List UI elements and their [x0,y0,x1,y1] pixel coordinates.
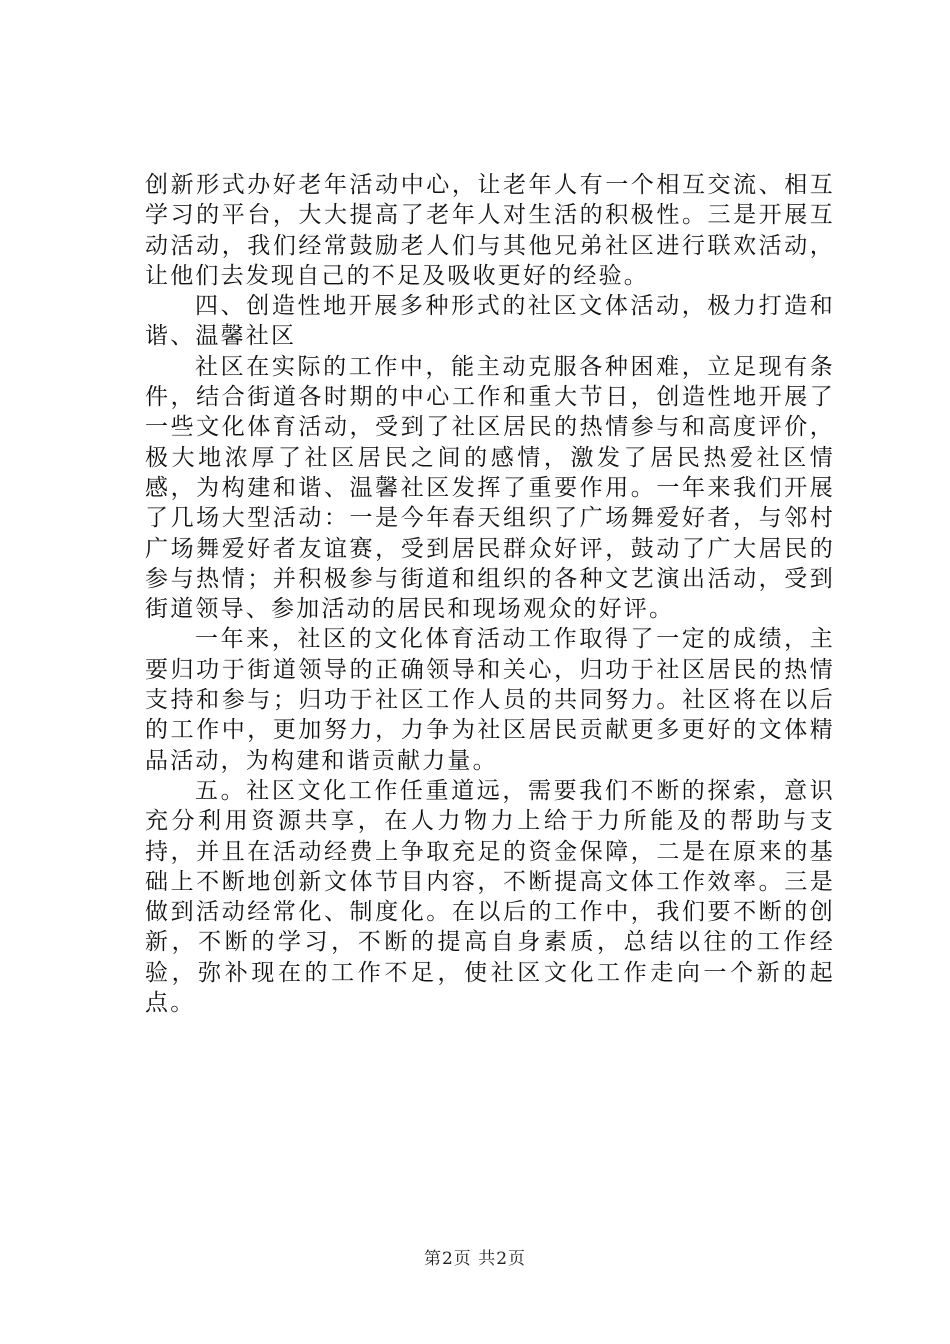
document-body [145,170,835,1018]
paragraph-community-activities: 社区在实际的工作中，能主动克服各种困难，立足现有条件，结合街道各时期的中心工作和重大节日，创造性地开展了一些文化体育活动，受到了社区居民的热情参与和高度评价，极大地浓厚了社区居民之间的感情，激发了居民热爱社区情感，为构建和谐、温馨社区发挥了重要作用。一年来我们开展了几场大型活动：一是今年春天组织了广场舞爱好者，与邻村广场舞爱好者友谊赛，受到居民群众好评，鼓动了广大居民的参与热情；并积极参与街道和组织的各种文艺演出活动，受到街道领导、参加活动的居民和现场观众的好评。 [145,353,835,623]
paragraph-achievements: 一年来，社区的文化体育活动工作取得了一定的成绩，主要归功于街道领导的正确领导和关心，归功于社区居民的热情支持和参与；归功于社区工作人员的共同努力。社区将在以后的工作中，更加努力，力争为社区居民贡献更多更好的文体精品活动，为构建和谐贡献力量。 [145,626,835,774]
page-number-footer: 第2页 共2页 [423,1249,527,1269]
paragraph-section-five: 五。社区文化工作任重道远，需要我们不断的探索，意识充分利用资源共享，在人力物力上给于力所能及的帮助与支持，并且在活动经费上争取充足的资金保障，二是在原来的基础上不断地创新文体节目内容，不断提高文体工作效率。三是做到活动经常化、制度化。在以后的工作中，我们要不断的创新，不断的学习，不断的提高自身素质，总结以往的工作经验，弥补现在的工作不足，使社区文化工作走向一个新的起点。 [145,777,835,1017]
paragraph-continuation: 创新形式办好老年活动中心，让老年人有一个相互交流、相互学习的平台，大大提高了老年人对生活的积极性。三是开展互动活动，我们经常鼓励老人们与其他兄弟社区进行联欢活动，让他们去发现自己的不足及吸收更好的经验。 [145,172,835,289]
section-heading-four: 四、创造性地开展多种形式的社区文体活动，极力打造和谐、温馨社区 [145,293,835,350]
